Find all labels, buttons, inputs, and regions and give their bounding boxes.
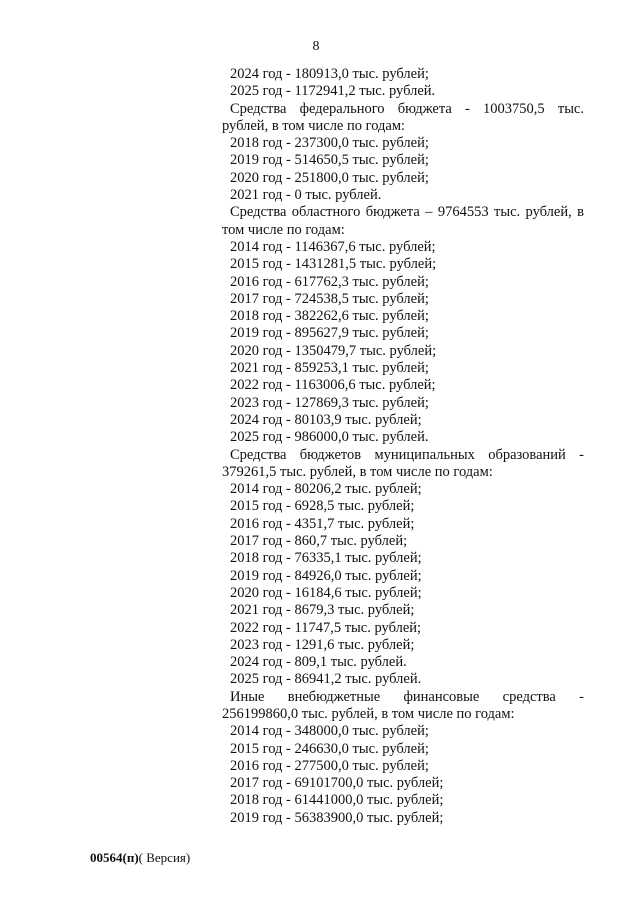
year-amount-line: 2025 год - 1172941,2 тыс. рублей. [230,83,436,100]
page-number: 8 [312,39,320,54]
year-amount-line: 2016 год - 617762,3 тыс. рублей; [230,273,429,290]
year-amount-line: 2014 год - 348000,0 тыс. рублей; [230,723,429,740]
paragraph: Средства федерального бюджета - 1003750,5 тыс. рублей, в том числе по годам: [222,100,584,134]
year-amount-line: 2020 год - 16184,6 тыс. рублей; [230,584,422,601]
year-amount-line: 2024 год - 809,1 тыс. рублей. [230,654,407,671]
year-amount-line: 2016 год - 4351,7 тыс. рублей; [230,515,415,532]
year-amount-line: 2017 год - 860,7 тыс. рублей; [230,533,408,550]
year-amount-line: 2025 год - 86941,2 тыс. рублей. [230,671,422,688]
year-amount-line: 2019 год - 514650,5 тыс. рублей; [230,152,429,169]
document-body [222,66,584,827]
year-amount-line: 2015 год - 6928,5 тыс. рублей; [230,498,415,515]
year-amount-line: 2020 год - 1350479,7 тыс. рублей; [230,342,437,359]
year-amount-line: 2025 год - 986000,0 тыс. рублей. [230,429,429,446]
year-amount-line: 2018 год - 237300,0 тыс. рублей; [230,135,429,152]
year-amount-line: 2014 год - 80206,2 тыс. рублей; [230,481,422,498]
year-amount-line: 2022 год - 1163006,6 тыс. рублей; [230,377,436,394]
year-amount-line: 2022 год - 11747,5 тыс. рублей; [230,619,422,636]
document-code: 00564(п) [90,850,139,865]
year-amount-line: 2017 год - 69101700,0 тыс. рублей; [230,775,444,792]
year-amount-line: 2015 год - 246630,0 тыс. рублей; [230,740,429,757]
year-amount-line: 2021 год - 859253,1 тыс. рублей; [230,360,429,377]
paragraph: Средства областного бюджета – 9764553 тыс. рублей, в том числе по годам: [222,204,584,238]
year-amount-line: 2024 год - 180913,0 тыс. рублей; [230,66,429,82]
year-amount-line: 2021 год - 0 тыс. рублей. [230,187,382,204]
year-amount-line: 2020 год - 251800,0 тыс. рублей; [230,169,429,186]
paragraph: Средства бюджетов муниципальных образований - 379261,5 тыс. рублей, в том числе по годам: [222,446,584,480]
paragraph: Иные внебюджетные финансовые средства - 256199860,0 тыс. рублей, в том числе по годам: [222,688,584,722]
year-amount-line: 2023 год - 127869,3 тыс. рублей; [230,394,429,411]
year-amount-line: 2019 год - 56383900,0 тыс. рублей; [230,809,444,826]
year-amount-line: 2023 год - 1291,6 тыс. рублей; [230,636,415,653]
year-amount-line: 2018 год - 61441000,0 тыс. рублей; [230,792,444,809]
year-amount-line: 2016 год - 277500,0 тыс. рублей; [230,757,429,774]
year-amount-line: 2024 год - 80103,9 тыс. рублей; [230,411,422,428]
year-amount-line: 2018 год - 76335,1 тыс. рублей; [230,550,422,567]
year-amount-line: 2018 год - 382262,6 тыс. рублей; [230,308,429,325]
year-amount-line: 2017 год - 724538,5 тыс. рублей; [230,290,429,307]
year-amount-line: 2021 год - 8679,3 тыс. рублей; [230,602,415,619]
footer [90,850,190,866]
year-amount-line: 2019 год - 84926,0 тыс. рублей; [230,567,422,584]
year-amount-line: 2015 год - 1431281,5 тыс. рублей; [230,256,437,273]
document-version: ( Версия) [138,850,191,865]
year-amount-line: 2014 год - 1146367,6 тыс. рублей; [230,238,436,255]
year-amount-line: 2019 год - 895627,9 тыс. рублей; [230,325,429,342]
